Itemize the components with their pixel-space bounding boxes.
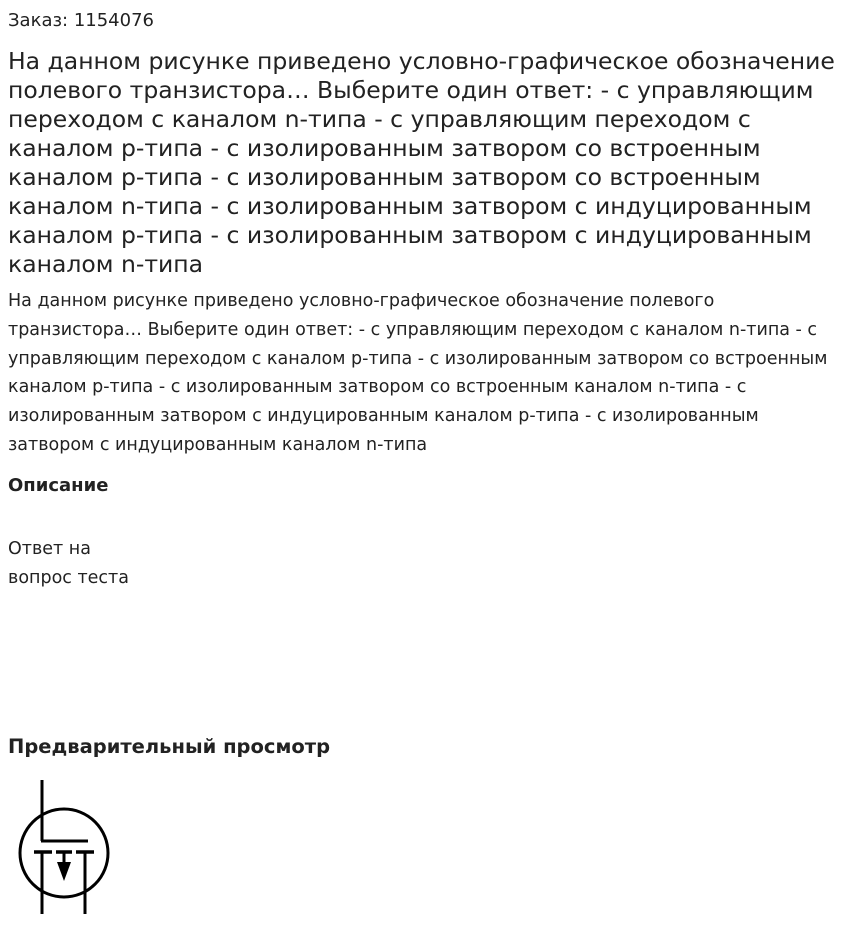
description-heading: Описание bbox=[8, 475, 109, 496]
preview-image bbox=[14, 778, 114, 918]
answer-text: Ответ на вопрос теста bbox=[8, 539, 129, 588]
preview-heading: Предварительный просмотр bbox=[8, 735, 331, 758]
order-id: Заказ: 1154076 bbox=[8, 10, 154, 31]
field-effect-transistor-symbol-icon bbox=[14, 778, 114, 918]
page-title: На данном рисунке приведено условно-графическое обозначение полевого транзистора… Выберите один ответ: - с управляющим переходом с каналом n-типа - с управляющим переходом с каналом p-типа - с изолированным затвором со встроенным каналом p-типа - с изолированным затвором со встроенным каналом n-типа - с изолированным затвором с индуцированным каналом p-типа - с изолированным затвором с индуцированным каналом n-типа bbox=[8, 47, 835, 278]
question-text: На данном рисунке приведено условно-графическое обозначение полевого транзистора… Выберите один ответ: - с управляющим переходом с каналом n-типа - с управляющим переходом с каналом p-типа - с изолированным затвором со встроенным каналом p-типа - с изолированным затвором со встроенным каналом n-типа - с изолированным затвором с индуцированным каналом p-типа - с изолированным затвором с индуцированным каналом n-типа bbox=[8, 291, 828, 455]
